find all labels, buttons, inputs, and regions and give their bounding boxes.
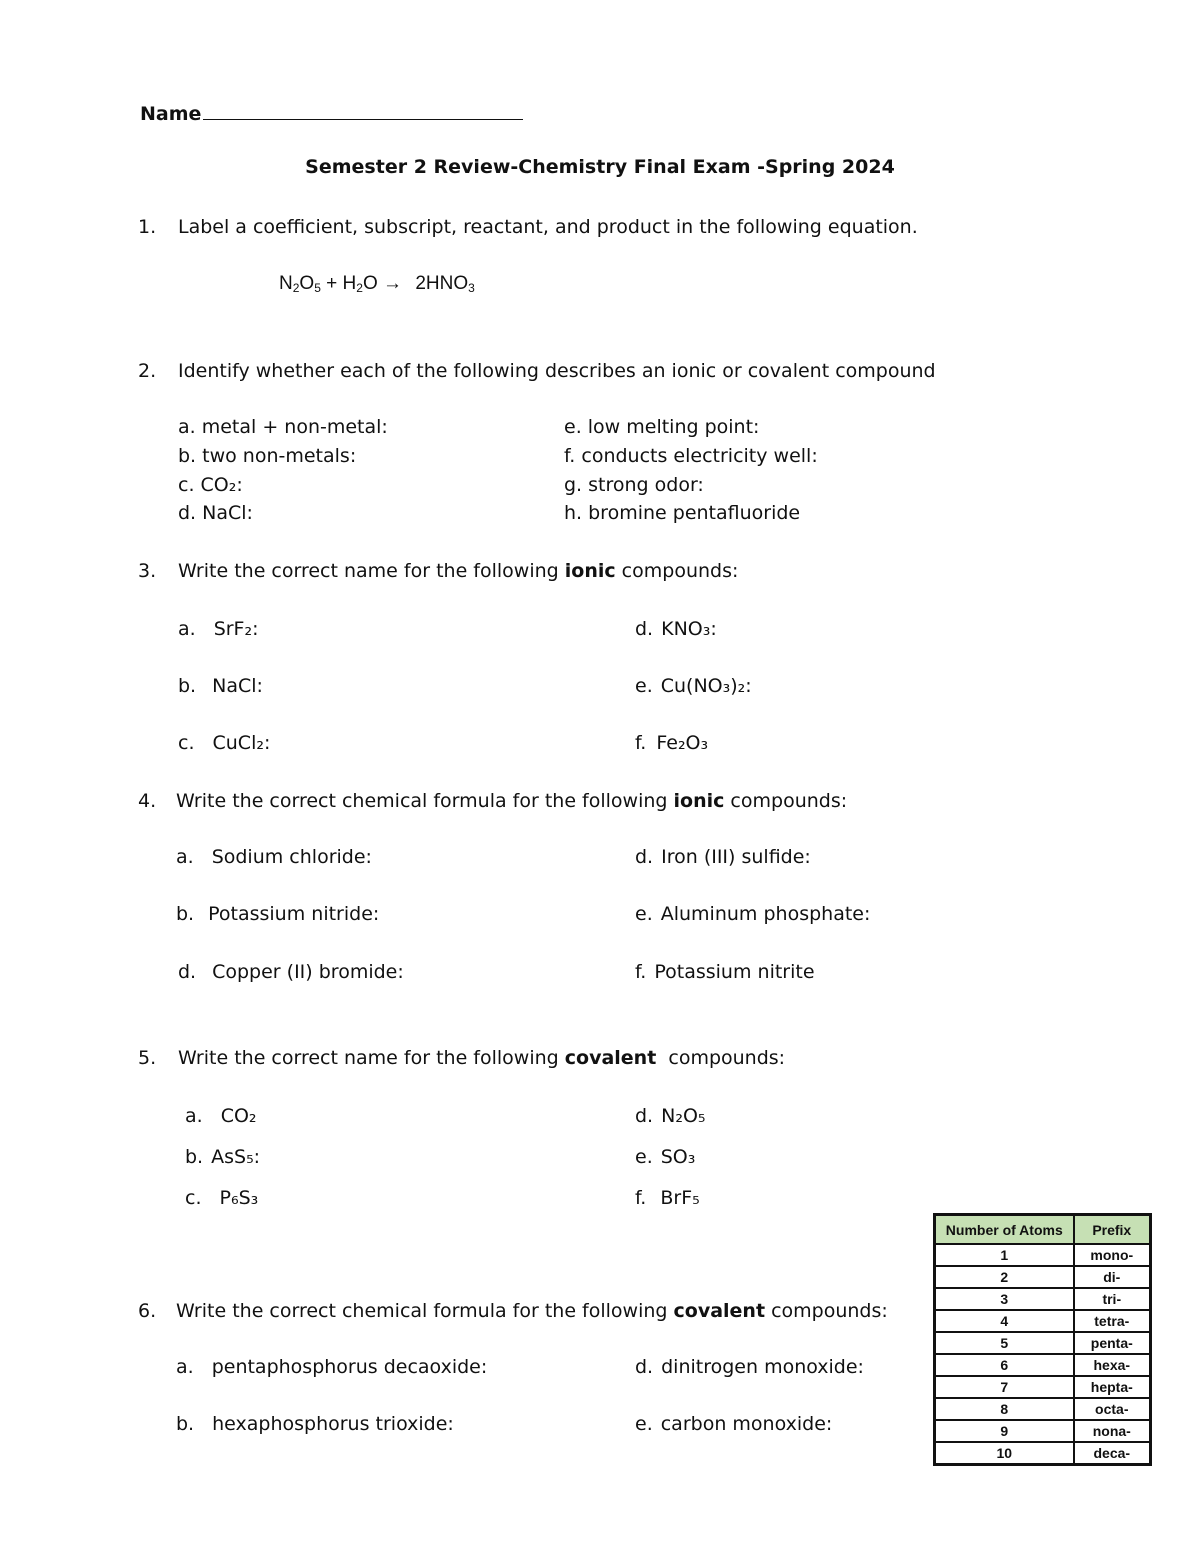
table-row: 10 deca- [935,1442,1151,1465]
list-item: c. CO₂: [178,474,243,496]
question-number: 5. [138,1047,157,1069]
list-item: b. two non-metals: [178,445,357,467]
arrow-icon: → [377,273,408,294]
list-item: b. hexaphosphorus trioxide: [176,1413,454,1435]
list-item: c. CuCl₂: [178,732,271,754]
list-item: d. NaCl: [178,502,253,524]
list-item: d. KNO₃: [635,618,717,640]
table-row: 1 mono- [935,1244,1151,1266]
list-item: b. Potassium nitride: [176,903,380,925]
question-text: Write the correct name for the following covalent compounds: [178,1047,786,1069]
list-item: d. Iron (III) sulfide: [635,846,811,868]
column-header: Number of Atoms [935,1215,1074,1245]
question-number: 3. [138,560,157,582]
list-item: e. low melting point: [564,416,760,438]
table-row: 4 tetra- [935,1310,1151,1332]
question-number: 6. [138,1300,157,1322]
list-item: a. CO₂ [185,1105,257,1127]
list-item: a. metal + non-metal: [178,416,388,438]
name-label: Name [140,103,202,125]
list-item: a. Sodium chloride: [176,846,372,868]
list-item: a. pentaphosphorus decaoxide: [176,1356,488,1378]
question-text: Write the correct chemical formula for the following covalent compounds: [176,1300,888,1322]
question-number: 2. [138,360,157,382]
list-item: b. AsS₅: [185,1146,261,1168]
question-text: Write the correct name for the following ionic compounds: [178,560,739,582]
list-item: e. SO₃ [635,1146,696,1168]
chemical-equation: $N_2O_5 + H_2O \to 2HNO_3$ [279,273,475,295]
page-title: Semester 2 Review-Chemistry Final Exam -Spring 2024 [305,156,895,178]
list-item: c. P₆S₃ [185,1187,259,1209]
list-item: f. BrF₅ [635,1187,700,1209]
list-item: e. carbon monoxide: [635,1413,833,1435]
table-row: 8 octa- [935,1398,1151,1420]
list-item: f. Fe₂O₃ [635,732,709,754]
table-row: 2 di- [935,1266,1151,1288]
list-item: b. NaCl: [178,675,263,697]
list-item: e. Cu(NO₃)₂: [635,675,752,697]
question-text: Label a coefficient, subscript, reactant, and product in the following equation. [178,216,918,238]
list-item: f. Potassium nitrite [635,961,815,983]
list-item: e. Aluminum phosphate: [635,903,871,925]
list-item: d. dinitrogen monoxide: [635,1356,864,1378]
table-row: 6 hexa- [935,1354,1151,1376]
question-text: Write the correct chemical formula for the following ionic compounds: [176,790,848,812]
list-item: a. SrF₂: [178,618,259,640]
table-row: 9 nona- [935,1420,1151,1442]
column-header: Prefix [1074,1215,1151,1245]
question-number: 1. [138,216,157,238]
name-field [140,101,523,125]
table-row: 7 hepta- [935,1376,1151,1398]
list-item: d. N₂O₅ [635,1105,706,1127]
question-number: 4. [138,790,157,812]
list-item: g. strong odor: [564,474,704,496]
list-item: h. bromine pentafluoride [564,502,801,524]
table-row: 3 tri- [935,1288,1151,1310]
list-item: d. Copper (II) bromide: [178,961,404,983]
prefix-table [933,1213,1152,1466]
name-blank-line [203,101,523,120]
table-header-row [935,1215,1151,1245]
list-item: f. conducts electricity well: [564,445,818,467]
question-text: Identify whether each of the following describes an ionic or covalent compound [178,360,936,382]
table-row: 5 penta- [935,1332,1151,1354]
